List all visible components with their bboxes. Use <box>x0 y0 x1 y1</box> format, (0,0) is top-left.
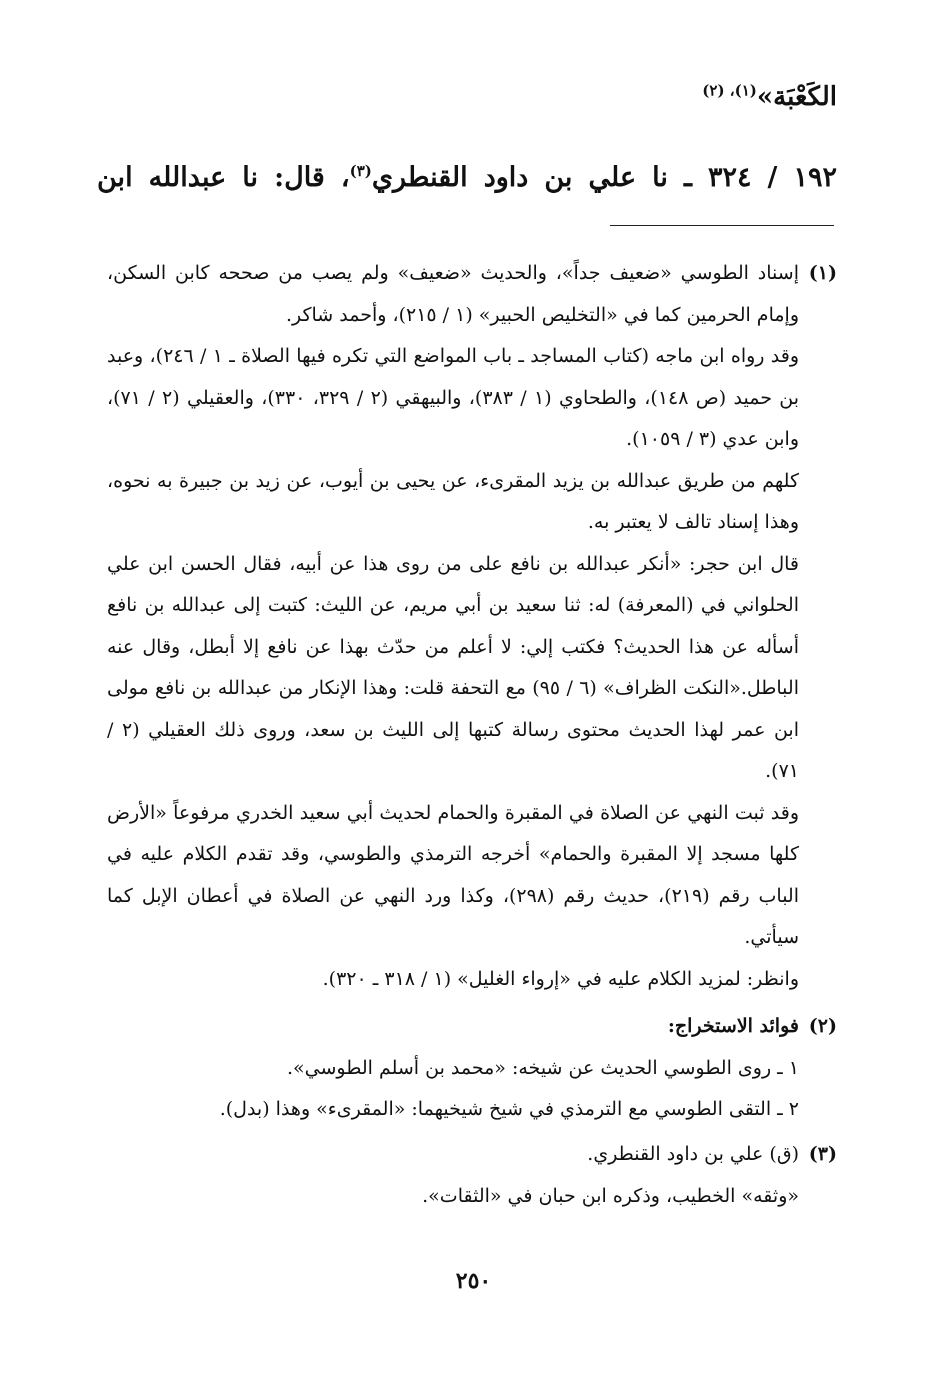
footnote-3 <box>107 1134 837 1217</box>
heading-line-1 <box>97 82 837 112</box>
hadith-number-and-narrator: ١٩٢ / ٣٢٤ ـ نا علي بن داود القنطري <box>371 162 837 193</box>
hadith-chain-continuation: ، قال: نا عبدالله ابن <box>97 162 350 193</box>
footnote-2-paragraph: ٢ ـ التقى الطوسي مع الترمذي في شيخ شيخيهما: «المقرىء» وهذا (بدل). <box>219 1098 799 1120</box>
footnote-1 <box>107 253 837 1000</box>
footnote-3-number: (٣) <box>808 1143 837 1165</box>
footnote-3-body <box>107 1134 799 1217</box>
footnote-1-number: (١) <box>808 262 837 284</box>
footnote-1-body <box>107 253 799 1000</box>
heading-line-2 <box>97 162 837 193</box>
footnote-2-paragraph: ١ ـ روى الطوسي الحديث عن شيخه: «محمد بن أسلم الطوسي». <box>287 1056 799 1079</box>
footnote-2 <box>107 1006 837 1131</box>
footnote-1-paragraph: وانظر: لمزيد الكلام عليه في «إرواء الغليل» (١ / ٣١٨ ـ ٣٢٠). <box>322 967 799 990</box>
page-number: ٢٥٠ <box>455 1268 492 1294</box>
footnote-separator <box>610 225 834 226</box>
footnote-ref-3: (٣) <box>349 162 372 180</box>
footnote-2-title: فوائد الاستخراج: <box>667 1015 799 1037</box>
footnote-1-paragraph: إسناد الطوسي «ضعيف جداً»، والحديث «ضعيف» ولم يصب من صححه كابن السكن، وإمام الحرمين كما في «التخليص الحبير» (١ / ٢١٥)، وأحمد شاكر. <box>107 262 799 326</box>
footnote-1-paragraph: وقد رواه ابن ماجه (كتاب المساجد ـ باب المواضع التي تكره فيها الصلاة ـ ١ / ٢٤٦)، وعبد بن حميد (ص ١٤٨)، والطحاوي (١ / ٣٨٣)، والبيهقي (٢ / ٣٢٩، ٣٣٠)، والعقيلي (٢ / ٧١)، وابن عدي (٣ / ١٠٥٩). <box>107 345 800 450</box>
footnote-ref-1-2: (١)، (٢) <box>702 81 757 100</box>
footnote-3-paragraph: (ق) علي بن داود القنطري. <box>587 1143 799 1165</box>
footnote-1-paragraph: وقد ثبت النهي عن الصلاة في المقبرة والحمام لحديث أبي سعيد الخدري مرفوعاً «الأرض كلها مسجد إلا المقبرة والحمام» أخرجه الترمذي والطوسي، وقد تقدم الكلام عليه في الباب رقم (٢١٩)، حديث رقم (٢٩٨)، وكذا ورد النهي عن الصلاة في أعطان الإبل كما سيأتي. <box>107 801 800 948</box>
footnote-1-paragraph: قال ابن حجر: «أنكر عبدالله بن نافع على من روى هذا عن أبيه، فقال الحسن ابن علي الحلواني في (المعرفة) له: ثنا سعيد بن أبي مريم، عن الليث: كتبت إلى عبدالله بن نافع أسأله عن هذا الحديث؟ فكتب إلي: لا أعلم من حدّث بهذا عن نافع إلا أبطل، وقال عنه الباطل.«النكت الظراف» (٦ / ٩٥) مع التحفة قلت: وهذا الإنكار من عبدالله بن نافع مولى ابن عمر لهذا الحديث محتوى رسالة كتبها إلى الليث بن سعد، وروى ذلك العقيلي (٢ / ٧١). <box>107 552 799 782</box>
footnote-1-paragraph: كلهم من طريق عبدالله بن يزيد المقرىء، عن يحيى بن أيوب، عن زيد بن جبيرة به نحوه، وهذا إسناد تالف لا يعتبر به. <box>107 469 799 533</box>
footnote-2-number: (٢) <box>808 1015 837 1037</box>
footnote-3-paragraph: «وثقه» الخطيب، وذكره ابن حبان في «الثقات». <box>422 1184 799 1207</box>
footnote-2-body <box>107 1006 799 1131</box>
heading-line-1-text: الكَعْبَة» <box>756 82 837 112</box>
